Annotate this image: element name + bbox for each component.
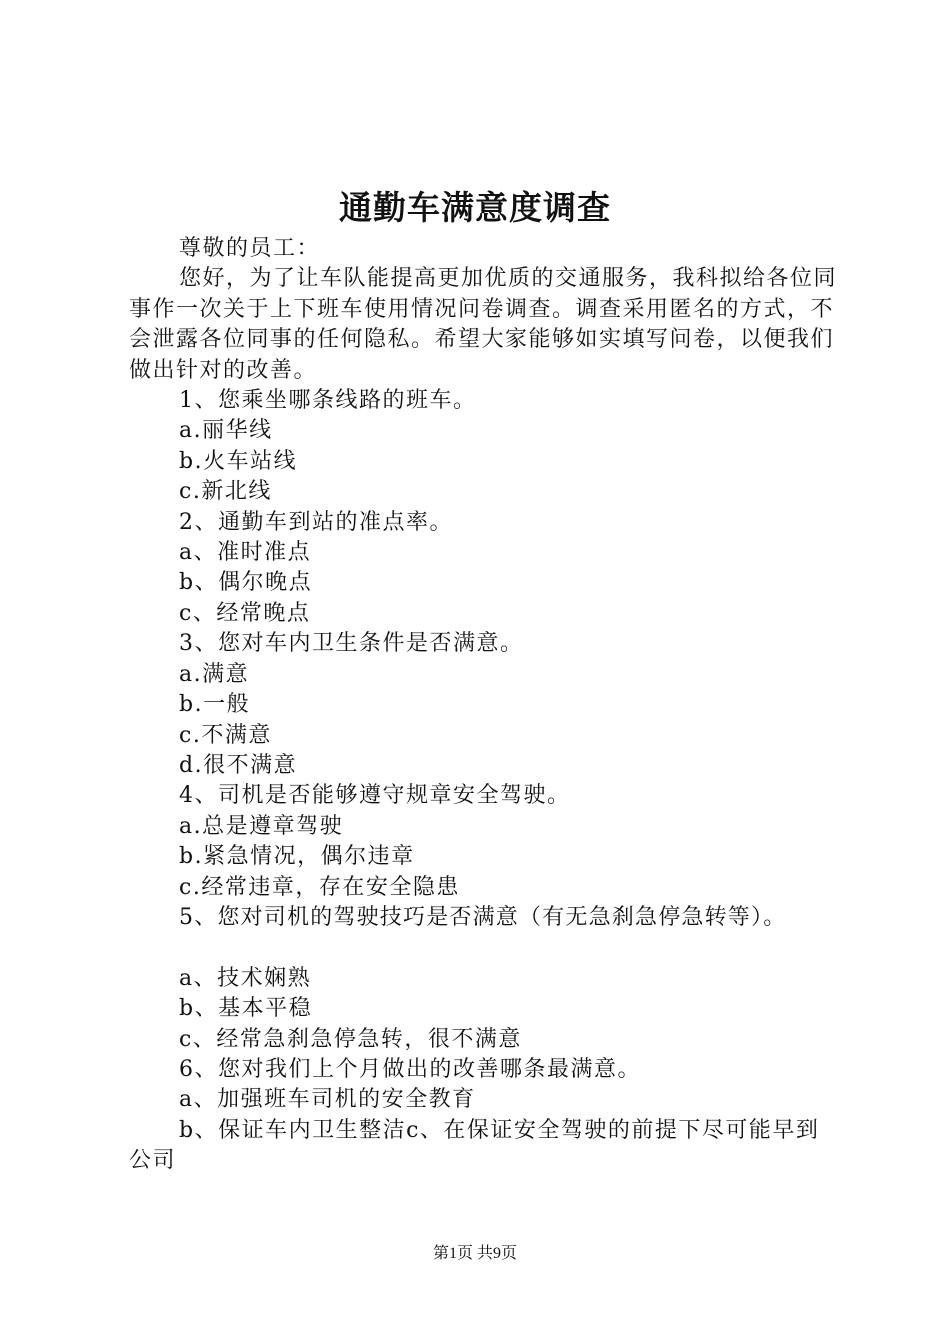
blank-line	[129, 933, 841, 963]
greeting: 尊敬的员工：	[179, 236, 321, 261]
q4-option-b: b.紧急情况，偶尔违章	[179, 844, 415, 870]
q1-option-c: c.新北线	[179, 479, 272, 505]
intro-paragraph: 您好，为了让车队能提高更加优质的交通服务，我科拟给各位同事作一次关于上下班车使用情况问卷调查。调查采用匿名的方式，不会泄露各位同事的任何隐私。希望大家能够如实填写问卷，以便我们做出针对的改善。	[129, 266, 838, 383]
q4-option-c: c.经常违章，存在安全隐患	[179, 874, 460, 900]
question-4: 4、司机是否能够遵守规章安全驾驶。	[179, 783, 571, 809]
q4-option-a: a.总是遵章驾驶	[179, 813, 344, 839]
question-6: 6、您对我们上个月做出的改善哪条最满意。	[179, 1056, 641, 1082]
q3-option-a: a.满意	[179, 661, 250, 687]
question-5: 5、您对司机的驾驶技巧是否满意（有无急刹急停急转等）。	[179, 904, 787, 930]
q6-option-b-c: b、保证车内卫生整洁c、在保证安全驾驶的前提下尽可能早到公司	[129, 1117, 820, 1174]
q5-option-b: b、基本平稳	[179, 996, 313, 1022]
q3-option-c: c.不满意	[179, 722, 272, 748]
page-footer: 第1页 共9页	[432, 1245, 517, 1262]
q2-option-b: b、偶尔晚点	[179, 570, 313, 596]
q5-option-a: a、技术娴熟	[179, 965, 312, 991]
q2-option-c: c、经常晚点	[179, 600, 311, 626]
document-title: 通勤车满意度调查	[339, 188, 611, 227]
q1-option-b: b.火车站线	[179, 448, 298, 474]
document-body	[129, 234, 841, 1177]
q3-option-b: b.一般	[179, 692, 251, 718]
q5-option-c: c、经常急刹急停急转，很不满意	[179, 1026, 522, 1052]
question-3: 3、您对车内卫生条件是否满意。	[179, 631, 524, 657]
question-1: 1、您乘坐哪条线路的班车。	[179, 388, 477, 414]
question-2: 2、通勤车到站的准点率。	[179, 509, 453, 535]
q6-option-a: a、加强班车司机的安全教育	[179, 1087, 476, 1113]
q1-option-a: a.丽华线	[179, 418, 273, 444]
q2-option-a: a、准时准点	[179, 540, 312, 566]
q3-option-d: d.很不满意	[179, 752, 298, 778]
